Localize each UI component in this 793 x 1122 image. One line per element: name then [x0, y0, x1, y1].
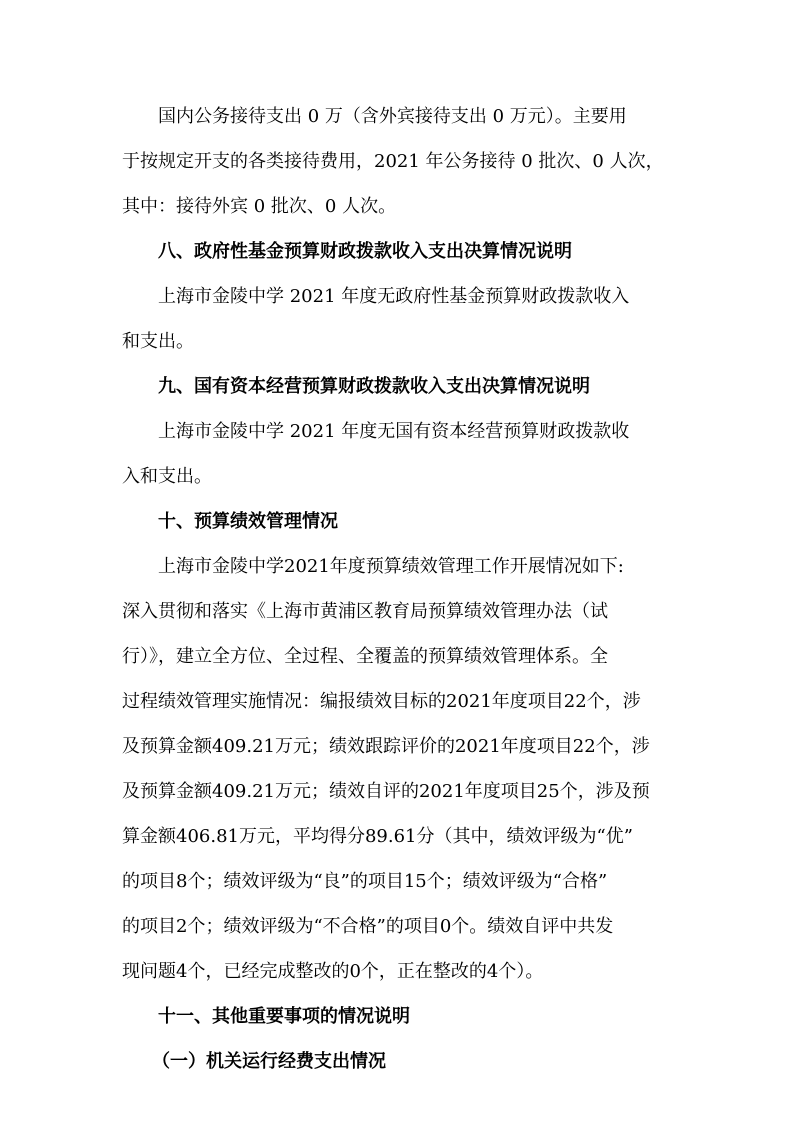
paragraph-line: 入和支出。	[122, 466, 212, 487]
paragraph-line: 过程绩效管理实施情况：编报绩效目标的2021年度项目22个，涉	[122, 691, 641, 712]
section-heading-8: 八、政府性基金预算财政拨款收入支出决算情况说明	[158, 241, 572, 262]
paragraph-line: 的项目2个；绩效评级为“不合格”的项目0个。绩效自评中共发	[122, 916, 614, 937]
section-heading-9: 九、国有资本经营预算财政拨款收入支出决算情况说明	[158, 376, 590, 397]
paragraph-line: 及预算金额409.21万元；绩效跟踪评价的2021年度项目22个，涉	[122, 736, 650, 757]
paragraph-line: 国内公务接待支出 0 万（含外宾接待支出 0 万元）。主要用	[158, 106, 627, 127]
paragraph-line: 的项目8个；绩效评级为“良”的项目15个；绩效评级为“合格”	[122, 871, 608, 892]
paragraph-line: 深入贯彻和落实《上海市黄浦区教育局预算绩效管理办法（试	[122, 601, 608, 622]
paragraph-line: 行）》，建立全方位、全过程、全覆盖的预算绩效管理体系。全	[122, 646, 608, 667]
paragraph-line: 上海市金陵中学2021年度预算绩效管理工作开展情况如下:	[158, 556, 624, 577]
paragraph-line: 算金额406.81万元，平均得分89.61分（其中，绩效评级为“优”	[122, 826, 633, 847]
paragraph-line: 上海市金陵中学 2021 年度无国有资本经营预算财政拨款收	[158, 421, 630, 442]
paragraph-line: 和支出。	[122, 331, 194, 352]
section-heading-11: 十一、其他重要事项的情况说明	[158, 1006, 410, 1027]
paragraph-line: 现问题4个，已经完成整改的0个，正在整改的4个）。	[122, 961, 544, 982]
paragraph-line: 上海市金陵中学 2021 年度无政府性基金预算财政拨款收入	[158, 286, 630, 307]
paragraph-line: 其中：接待外宾 0 批次、0 人次。	[122, 196, 397, 217]
paragraph-line: 及预算金额409.21万元；绩效自评的2021年度项目25个，涉及预	[122, 781, 650, 802]
paragraph-line: 于按规定开支的各类接待费用，2021 年公务接待 0 批次、0 人次，	[122, 151, 664, 172]
section-heading-10: 十、预算绩效管理情况	[158, 511, 338, 532]
subsection-heading: （一）机关运行经费支出情况	[152, 1051, 386, 1072]
